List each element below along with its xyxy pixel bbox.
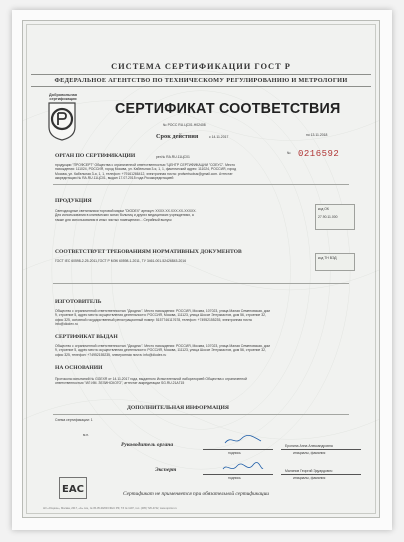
- tnved-label: код ТН ВЭД: [318, 256, 337, 260]
- additional-info-label: ДОПОЛНИТЕЛЬНАЯ ИНФОРМАЦИЯ: [127, 405, 229, 411]
- tnved-box: [315, 253, 355, 271]
- certification-body-reg: рег.№ RA.RU.11ЦС01: [156, 155, 190, 159]
- okp-value: 27.90.11.000: [318, 215, 338, 220]
- expert-signature-icon: [221, 461, 265, 475]
- expert-label: Эксперт: [155, 467, 177, 473]
- signature-caption: подпись: [228, 451, 241, 455]
- name-caption: инициалы, фамилия: [293, 476, 326, 480]
- head-name-line: [281, 449, 361, 450]
- expert-signature-line: [203, 474, 273, 475]
- name-caption: инициалы, фамилия: [293, 451, 326, 455]
- certification-body-label: ОРГАН ПО СЕРТИФИКАЦИИ: [55, 153, 136, 159]
- product-label: ПРОДУКЦИЯ: [55, 198, 92, 204]
- printer-info: АО «Опцион», Москва, 2017, «А» лиц. № 05-05-09/003 ФНС РФ, ТЗ № 1197, тел. (495) 726-4742, www.opcion.ru: [43, 507, 177, 510]
- head-label: Руководитель органа: [121, 442, 174, 448]
- manufacturer-text: Общество с ограниченной ответственностью "Диодекс". Место нахождения: РОССИЯ, Москва, 107023, улица Малая Семеновская, дом 9, строение 5, адрес места осуществления деятельности: РОССИЯ, Москва, 111123, улица Шоссе Энтузиастов, дом 56, строение 32, офис 325, основной государственный регистрационный номер: 5157746117678, телефон: +74952155235, электронная почта info@diodex.ru: [55, 309, 270, 326]
- eac-emblem-icon: [59, 477, 87, 499]
- certificate-sheet: [22, 20, 380, 518]
- head-name: Еронина Анна Александровна: [285, 444, 333, 448]
- signature-caption: подпись: [228, 476, 241, 480]
- seal-text: м.п.: [83, 433, 90, 437]
- head-signature-icon: [223, 433, 263, 447]
- requirements-label: СООТВЕТСТВУЕТ ТРЕБОВАНИЯМ НОРМАТИВНЫХ ДОКУМЕНТОВ: [55, 249, 242, 255]
- expert-name: Малинов Георгий Эдуардович: [285, 469, 333, 473]
- section-divider: [53, 283, 349, 284]
- requirements-text: ГОСТ IEC 60598-2-25-2011,ГОСТ Р МЭК 60598-1-2011, ТУ 3461-001-52426843-2016: [55, 259, 187, 263]
- manufacturer-label: ИЗГОТОВИТЕЛЬ: [55, 299, 102, 305]
- expert-name-line: [281, 474, 361, 475]
- basis-text: Протокола испытаний № GGEXR от 14.11.2017 года, выданного Испытательной лабораторией Общества с ограниченной ответственностью "ИЛ ИМ. ЗЕЛИНСКОГО", аттестат аккредитации SG.RU.21АГ15: [55, 377, 247, 386]
- certificate-frame: [12, 10, 392, 530]
- validity-to: по 13.11.2018: [306, 133, 328, 137]
- header-divider: [31, 74, 371, 75]
- section-divider: [53, 184, 349, 185]
- serial-number: 0216592: [298, 149, 340, 159]
- basis-label: НА ОСНОВАНИИ: [55, 365, 103, 371]
- issued-to-label: СЕРТИФИКАТ ВЫДАН: [55, 334, 118, 340]
- issued-to-text: Общество с ограниченной ответственностью "Диодекс". Место нахождения: РОССИЯ, Москва, 107023, улица Малая Семеновская, дом 9, строение 5, адрес места осуществления деятельности: РОССИЯ, Москва, 111123, улица Шоссе Энтузиастов, дом 56, строение 32, офис 325, телефон: +74952155235, электронная почта: info@diodex.ru: [55, 344, 270, 357]
- certification-body-text: продукции "ПРОФСЕРТ" Общества с ограниченной ответственностью "ЦЕНТР СЕРТИФИКАЦИИ "СОЕУС". Место нахождения: 111024, РОССИЯ, город Москва, ул. Кабельная 3-я, 1, 1, фактический адрес: 111024, РОССИЯ, город Москва, ул. Кабельная 3-я, 1, 1, телефон: +79161266412, электронная почта: profsertsobus@gmail.com. Аттестат аккредитации № RA.RU.11ЦС01, выдан 17.07.2015 года Росаккредитацией: [55, 163, 237, 180]
- section-divider: [53, 414, 349, 415]
- logo-caption: Добровольная сертификация: [49, 93, 77, 101]
- okp-box: [315, 204, 355, 230]
- footer-note: Сертификат не применяется при обязательной сертификации: [123, 491, 269, 497]
- head-signature-line: [203, 449, 273, 450]
- validity-label: Срок действия: [156, 133, 199, 140]
- okp-label: код ОК: [318, 207, 329, 211]
- serial-prefix: №: [287, 151, 291, 155]
- product-text: Светодиодные светильники торговой марки "DIODEX" артикул: XXXX.XX.XXX.XX-XXXXX. Для использования в клинических зонах больниц и других медицинских учреждениях, а также для использования в иных чистых помещениях... Серийный выпуск: [55, 209, 197, 222]
- header-system: СИСТЕМА СЕРТИФИКАЦИИ ГОСТ Р: [111, 62, 291, 71]
- certification-scheme: Схема сертификации: 1: [55, 418, 93, 422]
- header-divider: [31, 86, 371, 87]
- header-agency: ФЕДЕРАЛЬНОЕ АГЕНТСТВО ПО ТЕХНИЧЕСКОМУ РЕГУЛИРОВАНИЮ И МЕТРОЛОГИИ: [54, 77, 348, 84]
- certificate-number: № РОСС RU.ЦС01.Н02408: [163, 123, 206, 127]
- rst-logo-icon: [45, 101, 79, 141]
- eac-emblem-text: ЕАС: [62, 484, 84, 495]
- validity-from: с 14.11.2017: [209, 135, 229, 139]
- certificate-title: СЕРТИФИКАТ СООТВЕТСТВИЯ: [115, 101, 341, 117]
